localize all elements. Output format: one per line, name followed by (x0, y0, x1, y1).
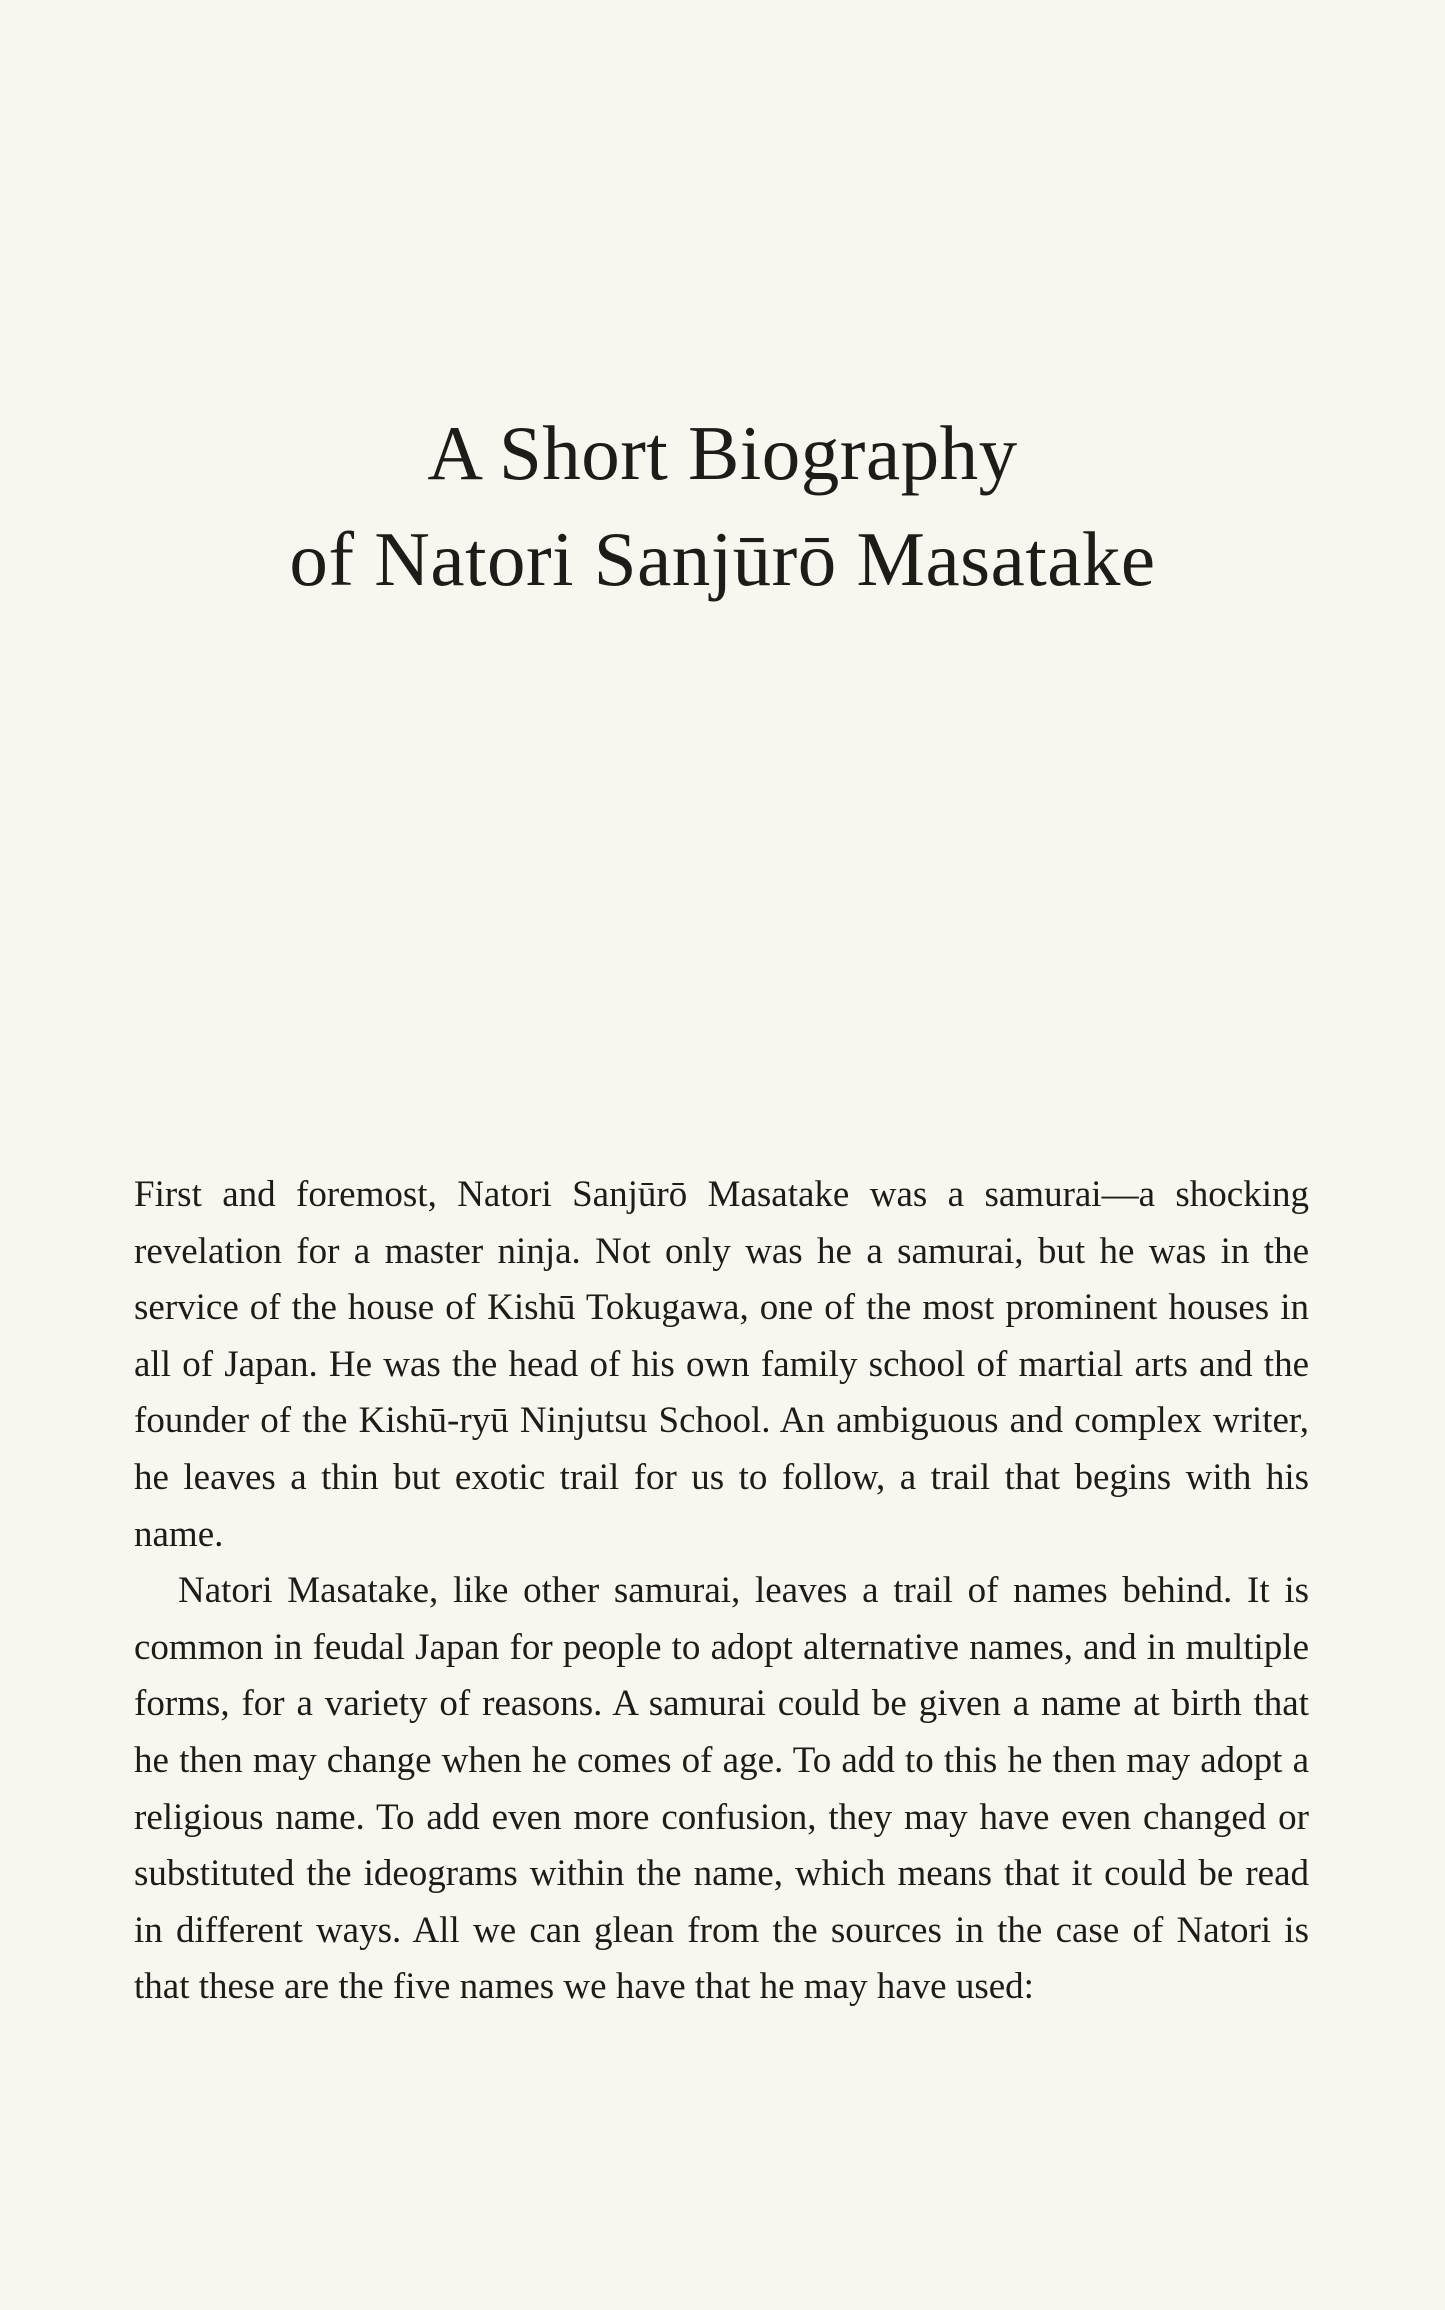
paragraph-1: First and foremost, Natori Sanjūrō Masatake was a samurai—a shocking revelation for a master ninja. Not only was he a samurai, but he was in the service of the house of Kishū Tokugawa, one of the most prominent houses in all of Japan. He was the head of his own family school of martial arts and the founder of the Kishū-ryū Ninjutsu School. An ambiguous and complex writer, he leaves a thin but exotic trail for us to follow, a trail that begins with his name. (134, 1174, 1309, 1555)
paragraph-2: Natori Masatake, like other samurai, leaves a trail of names behind. It is common in feudal Japan for people to adopt alternative names, and in multiple forms, for a variety of reasons. A samurai could be given a name at birth that he then may change when he comes of age. To add to this he then may adopt a religious name. To add even more confusion, they may have even changed or substituted the ideograms within the name, which means that it could be read in different ways. All we can glean from the sources in the case of Natori is that these are the five names we have that he may have used: (134, 1570, 1309, 2008)
chapter-title-line-2: of Natori Sanjūrō Masatake (289, 516, 1156, 602)
chapter-title (0, 400, 1445, 612)
chapter-title-line-1: A Short Biography (427, 410, 1018, 496)
body-text (134, 1167, 1309, 2016)
